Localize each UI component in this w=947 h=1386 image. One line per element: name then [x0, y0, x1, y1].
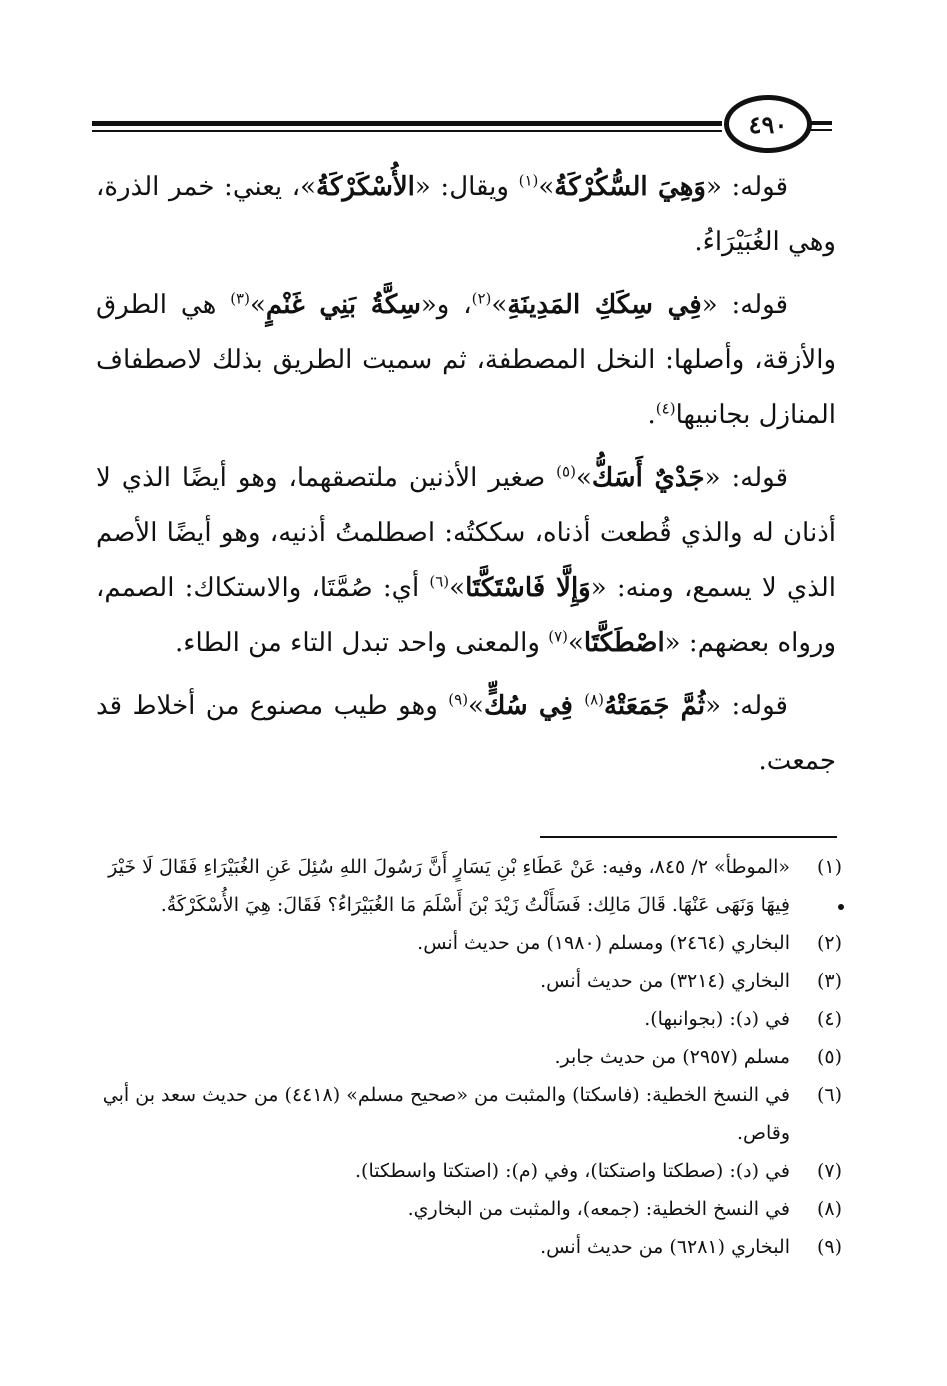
paragraph-2 [96, 278, 836, 443]
footnote-1 [96, 848, 842, 924]
footnote-number: (١) [816, 856, 842, 878]
quoted-term: وَهِيَ السُّكُرْكَةُ [554, 172, 706, 202]
page-number: ٤٩٠ [748, 109, 788, 139]
page-number-badge [724, 95, 812, 153]
footnote-ref: (٦) [429, 572, 450, 591]
text-run: وهو طيب مصنوع من أخلاط قد جمعت. [96, 691, 836, 776]
text-run: قوله: « [705, 691, 788, 721]
footnote-separator [540, 836, 837, 838]
paragraph-1 [96, 160, 836, 270]
paragraph-4 [96, 679, 836, 789]
footnote-7 [96, 1152, 842, 1190]
footnote-text: في النسخ الخطية: (جمعه)، والمثبت من البخاري. [407, 1198, 790, 1220]
quoted-term: وَإِلَّا فَاسْتَكَّتَا [465, 573, 591, 603]
text-run: »، يعني: خمر الذرة، وهي الغُبَيْرَاءُ. [96, 172, 836, 257]
footnote-3 [96, 962, 842, 1000]
footnote-ref: (٧) [548, 627, 568, 646]
header-rule-thin-line [92, 130, 722, 132]
text-run: أي: صُمَّتَا، والاستكاك: الصمم، ورواه بعضهم: « [96, 573, 836, 658]
quoted-term: جَدْيٌ أَسَكُّ [591, 463, 705, 493]
quoted-term: ثُمَّ جَمَعَتْهُ [603, 691, 706, 721]
footnote-9 [96, 1228, 842, 1266]
text-run: » [449, 573, 466, 603]
text-run: . [647, 400, 656, 430]
text-run: قوله: « [706, 172, 789, 202]
footnote-ref: (١) [518, 171, 539, 190]
text-run: قوله: « [704, 463, 789, 493]
footnote-ref: (٨) [584, 690, 604, 709]
footnote-text: «الموطأ» ٢/ ٨٤٥، وفيه: عَنْ عَطَاءِ بْنِ يَسَارٍ أَنَّ رَسُولَ اللهِ سُئِلَ عَنِ الغُبَيْرَاءِ فَقَالَ لَا خَيْرَ فِيهَا وَنَهَى عَنْهَا. قَالَ مَالِك: فَسَأَلْتُ زَيْدَ بْنَ أَسْلَمَ مَا الغُبَيْرَاءُ؟ فَقَالَ: هِيَ الأُسْكَرْكَةُ. [108, 856, 790, 916]
footnote-text: البخاري (٢٤٦٤) ومسلم (١٩٨٠) من حديث أنس. [417, 932, 790, 954]
main-text [96, 160, 836, 797]
footnote-2 [96, 924, 842, 962]
footnote-ref: (٣) [230, 289, 250, 308]
footnote-text: مسلم (٢٩٥٧) من حديث جابر. [554, 1046, 790, 1068]
text-run: » [567, 628, 584, 658]
footnote-8 [96, 1190, 842, 1228]
text-run: » [249, 290, 266, 320]
quoted-term: فِي سِكَكِ المَدِينَةِ [507, 290, 702, 320]
text-run: ويقال: « [414, 172, 519, 202]
text-run: » [468, 691, 484, 721]
text-run: صغير الأذنين ملتصقهما، وهو أيضًا الذي لا أذنان له والذي قُطعت أذناه، سككتُه: اصطلمتُ أذنيه، وهو أيضًا الأصم الذي لا يسمع، ومنه: « [96, 463, 836, 603]
footnote-number: (٦) [816, 1084, 842, 1106]
quoted-term: فِي سُكٍّ [483, 691, 585, 721]
footnote-number: (٥) [816, 1046, 842, 1068]
footnote-ref: (٤) [655, 399, 676, 418]
quoted-term: سِكَّةُ بَنِي غَنْمٍ [265, 290, 421, 320]
footnote-ref: (٥) [556, 462, 576, 481]
text-run: » [491, 290, 508, 320]
footnote-text: في (د): (صطكتا واصتكتا)، وفي (م): (اصتكتا واسطكتا). [355, 1160, 790, 1182]
footnote-text: البخاري (٦٢٨١) من حديث أنس. [540, 1236, 790, 1258]
footnote-4 [96, 1000, 842, 1038]
footnote-number: (٩) [816, 1236, 842, 1258]
text-run: قوله: « [701, 290, 789, 320]
quoted-term: اصْطَكَّتَا [583, 628, 665, 658]
text-run: » [575, 463, 592, 493]
footnote-number: (٤) [816, 1008, 842, 1030]
quoted-term: الأُسْكَرْكَةُ [316, 172, 415, 202]
footnote-ref: (٩) [448, 690, 469, 709]
header-rule-thick-line [92, 121, 722, 126]
footnotes [96, 848, 842, 1266]
text-run: والمعنى واحد تبدل التاء من الطاء. [174, 628, 549, 658]
text-run: » [538, 172, 555, 202]
footnote-text: في (د): (بجوانبها). [644, 1008, 790, 1030]
footnote-text: في النسخ الخطية: (فاسكتا) والمثبت من «صحيح مسلم» (٤٤١٨) من حديث سعد بن أبي وقاص. [102, 1084, 790, 1144]
footnote-text: البخاري (٣٢١٤) من حديث أنس. [540, 970, 790, 992]
paragraph-3 [96, 451, 836, 671]
header-rule [92, 117, 832, 139]
footnote-ref: (٢) [471, 289, 492, 308]
text-run: هي الطرق والأزقة، وأصلها: النخل المصطفة، ثم سميت الطريق بذلك لاصطفاف المنازل بجانبيها [96, 290, 836, 430]
text-run: ، و« [420, 290, 472, 320]
footnote-5 [96, 1038, 842, 1076]
footnote-number: (٧) [816, 1160, 842, 1182]
footnote-number: (٢) [816, 932, 842, 954]
footnote-number: (٨) [816, 1198, 842, 1220]
footnote-6 [96, 1076, 842, 1152]
footnote-number: (٣) [816, 970, 842, 992]
